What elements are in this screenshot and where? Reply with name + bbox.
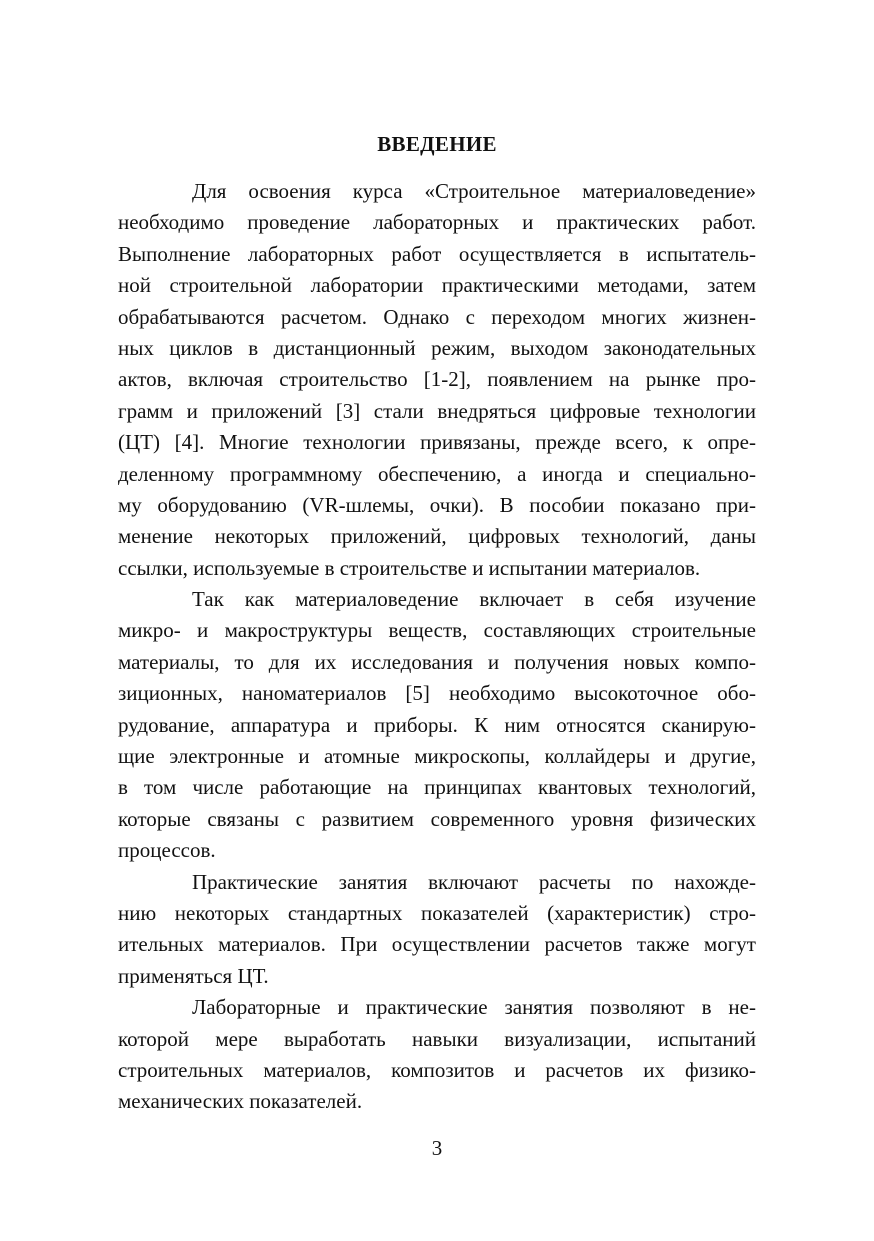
text-line: ительных материалов. При осуществлении расчетов также могут bbox=[118, 932, 756, 957]
text-line: строительных материалов, композитов и расчетов их физико- bbox=[118, 1057, 756, 1082]
text-line: грамм и приложений [3] стали внедряться цифровые технологии bbox=[118, 398, 756, 423]
text-line: зиционных, наноматериалов [5] необходимо высокоточное обо- bbox=[118, 681, 756, 706]
text-line: механических показателей. bbox=[118, 1089, 363, 1114]
text-line: актов, включая строительство [1-2], появлением на рынке про- bbox=[118, 367, 756, 392]
text-line: менение некоторых приложений, цифровых технологий, даны bbox=[118, 524, 756, 549]
text-line: Для освоения курса «Строительное материаловедение» bbox=[192, 179, 756, 203]
text-line: ссылки, используемые в строительстве и испытании материалов. bbox=[118, 555, 701, 580]
text-line: щие электронные и атомные микроскопы, коллайдеры и другие, bbox=[118, 744, 756, 769]
text-line: Практические занятия включают расчеты по нахожде- bbox=[192, 869, 756, 894]
text-line: которой мере выработать навыки визуализации, испытаний bbox=[118, 1026, 756, 1051]
paragraph bbox=[118, 867, 756, 993]
page-number: 3 bbox=[431, 1136, 443, 1160]
text-line: деленному программному обеспечению, а иногда и специально- bbox=[118, 461, 756, 486]
text-line: Выполнение лабораторных работ осуществляется в испытатель- bbox=[118, 241, 756, 266]
text-line: ной строительной лаборатории практическими методами, затем bbox=[118, 273, 756, 298]
paragraph bbox=[118, 992, 756, 1118]
text-line: необходимо проведение лабораторных и практических работ. bbox=[118, 210, 756, 235]
paragraph bbox=[118, 584, 756, 867]
text-line: Лабораторные и практические занятия позволяют в не- bbox=[192, 995, 756, 1020]
page-title: ВВЕДЕНИЕ bbox=[377, 132, 497, 156]
text-line: которые связаны с развитием современного уровня физических bbox=[118, 806, 756, 831]
text-line: рудование, аппаратура и приборы. К ним относятся сканирую- bbox=[118, 712, 756, 737]
text-line: в том числе работающие на принципах квантовых технологий, bbox=[118, 775, 756, 800]
text-line: ных циклов в дистанционный режим, выходом законодательных bbox=[118, 335, 756, 360]
text-line: процессов. bbox=[118, 838, 216, 863]
text-line: применяться ЦТ. bbox=[118, 963, 269, 988]
text-line: Так как материаловедение включает в себя изучение bbox=[192, 587, 756, 612]
body-text bbox=[118, 176, 756, 1118]
text-line: микро- и макроструктуры веществ, составляющих строительные bbox=[118, 618, 756, 643]
paragraph bbox=[118, 176, 756, 584]
text-line: обрабатываются расчетом. Однако с переходом многих жизнен- bbox=[118, 304, 756, 329]
text-line: му оборудованию (VR-шлемы, очки). В пособии показано при- bbox=[118, 492, 756, 517]
text-line: нию некоторых стандартных показателей (характеристик) стро- bbox=[118, 900, 756, 925]
text-line: материалы, то для их исследования и получения новых компо- bbox=[118, 649, 756, 674]
text-line: (ЦТ) [4]. Многие технологии привязаны, прежде всего, к опре- bbox=[118, 430, 756, 455]
